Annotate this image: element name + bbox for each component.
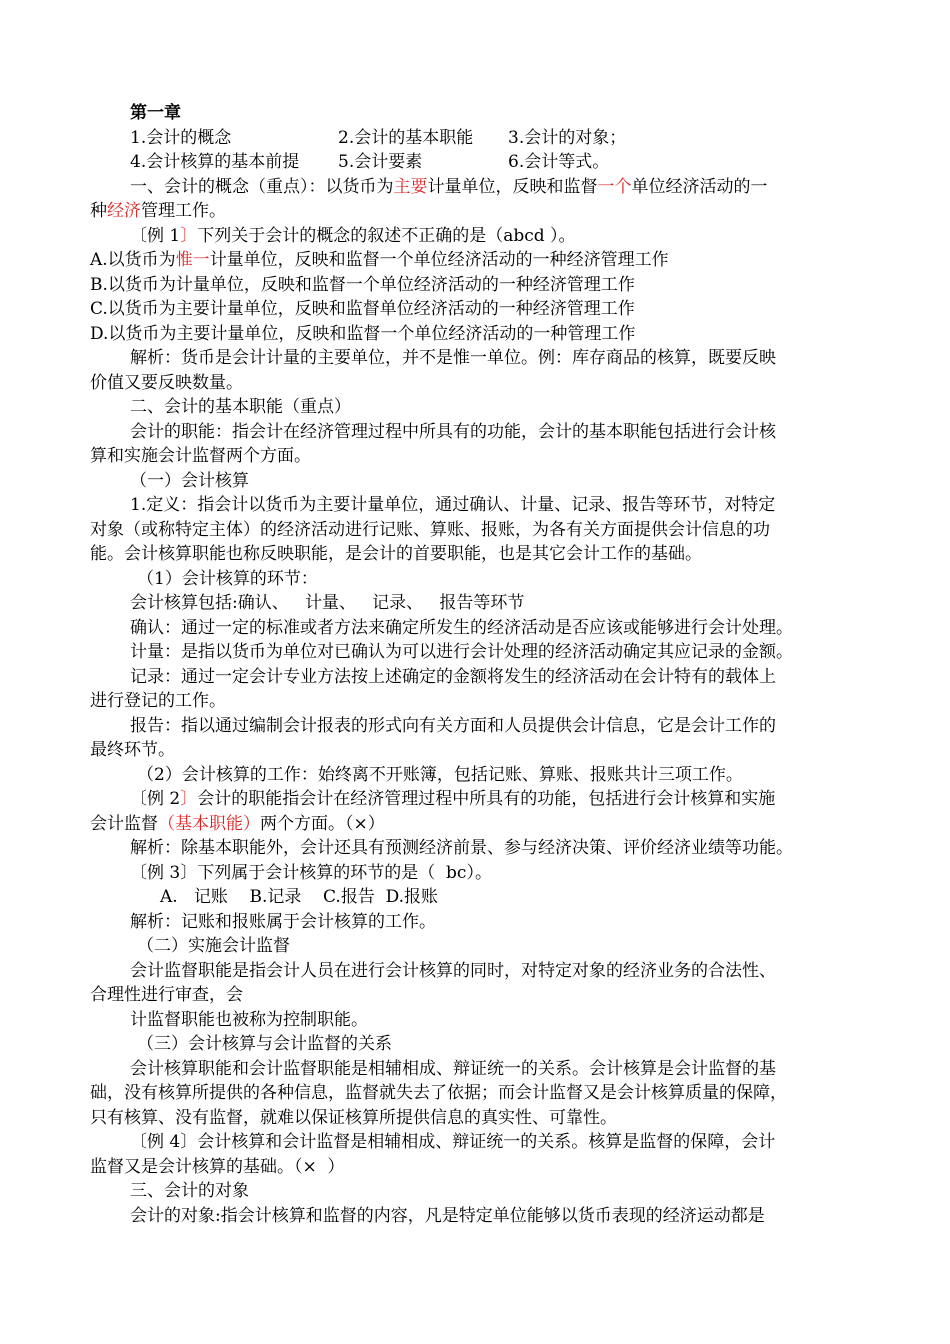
example-2-analysis: 解析：除基本职能外，会计还具有预测经济前景、参与经济决策、评价经济业绩等功能。 <box>130 838 793 858</box>
subsection-relationship: （三）会计核算与会计监督的关系 <box>137 1034 392 1054</box>
concept-line-1: 一、会计的概念（重点）：以货币为主要计量单位，反映和监督一个单位经济活动的一 <box>130 176 768 197</box>
definition-line-1: 1.定义：指会计以货币为主要计量单位，通过确认、计量、记录、报告等环节，对特定 <box>130 495 776 515</box>
chapter-title: 第一章 <box>130 103 181 123</box>
toc-item-1: 1.会计的概念 <box>130 127 232 148</box>
example-3-analysis: 解析：记账和报账属于会计核算的工作。 <box>130 911 436 932</box>
toc-item-5: 5.会计要素 <box>338 152 423 172</box>
toc-item-4: 4.会计核算的基本前提 <box>130 152 300 172</box>
example-1-analysis-1: 解析：货币是会计计量的主要单位，并不是惟一单位。例：库存商品的核算，既要反映 <box>130 348 776 368</box>
highlight-economic: 经济 <box>107 201 141 221</box>
toc-item-2: 2.会计的基本职能 <box>338 127 474 148</box>
example-1-question: 〔例 1〕下列关于会计的概念的叙述不正确的是（abcd ）。 <box>130 225 576 246</box>
example-2-line-1: 〔例 2〕会计的职能指会计在经济管理过程中所具有的功能，包括进行会计核算和实施 <box>130 789 776 809</box>
object-line-1: 会计的对象:指会计核算和监督的内容，凡是特定单位能够以货币表现的经济运动都是 <box>130 1205 765 1226</box>
example-2-line-2: 会计监督（基本职能）两个方面。（×） <box>90 813 385 834</box>
step-measure: 计量：是指以货币为单位对已确认为可以进行会计处理的经济活动确定其应记录的金额。 <box>130 642 793 662</box>
highlight-only: 惟一 <box>175 250 210 270</box>
example-3-question: 〔例 3〕下列属于会计核算的环节的是（ bc）。 <box>130 862 492 883</box>
toc-item-3: 3.会计的对象； <box>508 127 627 148</box>
step-report-1: 报告：指以通过编制会计报表的形式向有关方面和人员提供会计信息，它是会计工作的 <box>130 715 776 736</box>
toc-item-6: 6.会计等式。 <box>508 152 610 172</box>
highlight-one: 一个 <box>597 176 632 197</box>
highlight-main: 主要 <box>393 176 428 197</box>
example-1-option-c: C.以货币为主要计量单位，反映和监督单位经济活动的一种经济管理工作 <box>90 299 635 319</box>
supervision-line-3: 计监督职能也被称为控制职能。 <box>130 1009 368 1030</box>
supervision-line-1: 会计监督职能是指会计人员在进行会计核算的同时，对特定对象的经济业务的合法性、 <box>130 960 776 981</box>
definition-line-3: 能。会计核算职能也称反映职能，是会计的首要职能，也是其它会计工作的基础。 <box>90 544 702 564</box>
function-para-1: 会计的职能：指会计在经济管理过程中所具有的功能，会计的基本职能包括进行会计核 <box>130 421 776 442</box>
step-confirm: 确认：通过一定的标准或者方法来确定所发生的经济活动是否应该或能够进行会计处理。 <box>130 617 793 638</box>
section-3-title: 三、会计的对象 <box>130 1181 249 1201</box>
section-2-title: 二、会计的基本职能（重点） <box>130 397 351 417</box>
function-para-2: 算和实施会计监督两个方面。 <box>90 446 311 466</box>
example-1-option-a: A.以货币为惟一计量单位，反映和监督一个单位经济活动的一种经济管理工作 <box>90 250 669 270</box>
step-record-1: 记录：通过一定会计专业方法按上述确定的金额将发生的经济活动在会计特有的载体上 <box>130 666 776 687</box>
subsection-accounting: （一）会计核算 <box>130 470 249 491</box>
example-1-analysis-2: 价值又要反映数量。 <box>90 372 243 393</box>
document-body <box>90 101 870 1228</box>
relationship-line-1: 会计核算职能和会计监督职能是相辅相成、辩证统一的关系。会计核算是会计监督的基 <box>130 1058 776 1079</box>
supervision-line-2: 合理性进行审查，会 <box>90 985 243 1005</box>
relationship-line-3: 只有核算、没有监督，就难以保证核算所提供信息的真实性、可靠性。 <box>90 1107 617 1128</box>
step-report-2: 最终环节。 <box>90 740 175 760</box>
steps-list: 会计核算包括:确认、 计量、 记录、 报告等环节 <box>130 593 525 613</box>
example-1-option-b: B.以货币为计量单位，反映和监督一个单位经济活动的一种经济管理工作 <box>90 274 635 295</box>
example-4-line-1: 〔例 4〕会计核算和会计监督是相辅相成、辩证统一的关系。核算是监督的保障，会计 <box>130 1132 776 1152</box>
steps-heading: （1）会计核算的环节： <box>137 568 318 589</box>
step-record-2: 进行登记的工作。 <box>90 691 226 711</box>
highlight-basic-function: （基本职能） <box>158 813 260 834</box>
definition-line-2: 对象（或称特定主体）的经济活动进行记账、算账、报账，为各有关方面提供会计信息的功 <box>90 519 770 540</box>
subsection-supervision: （二）实施会计监督 <box>137 936 290 956</box>
relationship-line-2: 础，没有核算所提供的各种信息，监督就失去了依据；而会计监督又是会计核算质量的保障， <box>90 1083 787 1103</box>
example-4-line-2: 监督又是会计核算的基础。（× ） <box>90 1156 345 1177</box>
example-3-options: A. 记账 B.记录 C.报告 D.报账 <box>160 887 439 907</box>
toc-row-2 <box>90 150 870 175</box>
concept-line-2: 种经济管理工作。 <box>90 201 226 221</box>
example-1-option-d: D.以货币为主要计量单位，反映和监督一个单位经济活动的一种管理工作 <box>90 323 636 344</box>
toc-row-1 <box>90 126 870 151</box>
accounting-work: （2）会计核算的工作：始终离不开账簿，包括记账、算账、报账共计三项工作。 <box>137 764 743 785</box>
